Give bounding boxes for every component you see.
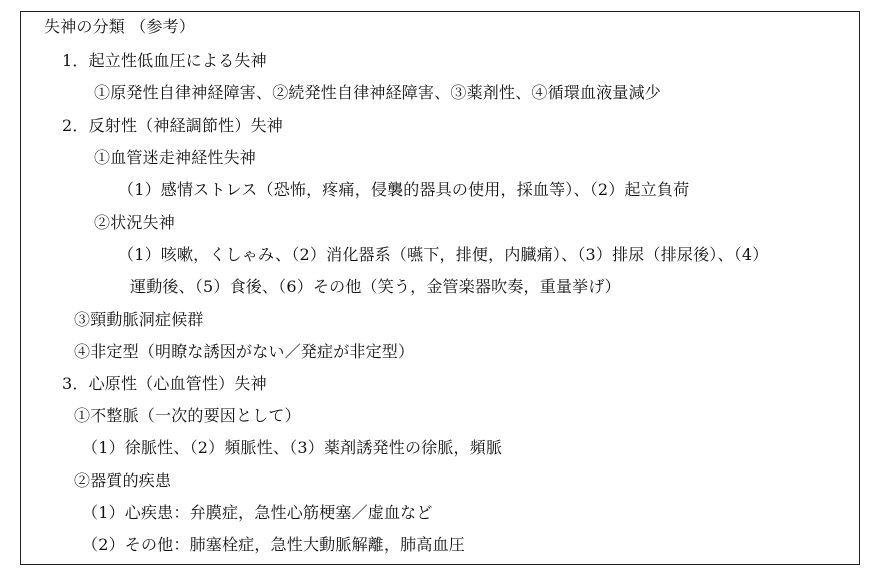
list-item: ①血管迷走神経性失神 [94,148,257,167]
list-item-continuation: 運動後、（5）食後、（6）その他（笑う，金管楽器吹奏，重量挙げ） [130,277,621,296]
section-heading-reflex: 2．反射性（神経調節性）失神 [62,116,283,135]
list-item: （1）心疾患：弁膜症，急性心筋梗塞／虚血など [82,503,433,522]
list-item: （1）咳嗽，くしゃみ、（2）消化器系（嚥下，排便，内臓痛）、（3）排尿（排尿後）、（4） [118,245,769,264]
list-item: ①原発性自律神経障害、②続発性自律神経障害、③薬剤性、④循環血液量減少 [94,83,662,102]
list-item: ③頸動脈洞症候群 [74,310,204,329]
list-item: ①不整脈（一次的要因として） [74,406,301,425]
section-heading-orthostatic: 1．起立性低血圧による失神 [62,51,267,70]
list-item: ④非定型（明瞭な誘因がない／発症が非定型） [74,342,415,361]
list-item: ②状況失神 [94,213,176,232]
list-item: （1）徐脈性、（2）頻脈性、（3）薬剤誘発性の徐脈，頻脈 [82,438,503,457]
list-item: （1）感情ストレス（恐怖，疼痛，侵襲的器具の使用，採血等）、（2）起立負荷 [118,180,690,199]
document-title: 失神の分類 （参考） [44,17,196,36]
section-heading-cardiac: 3．心原性（心血管性）失神 [62,374,267,393]
list-item: （2）その他：肺塞栓症，急性大動脈解離，肺高血圧 [82,535,465,554]
list-item: ②器質的疾患 [74,471,172,490]
